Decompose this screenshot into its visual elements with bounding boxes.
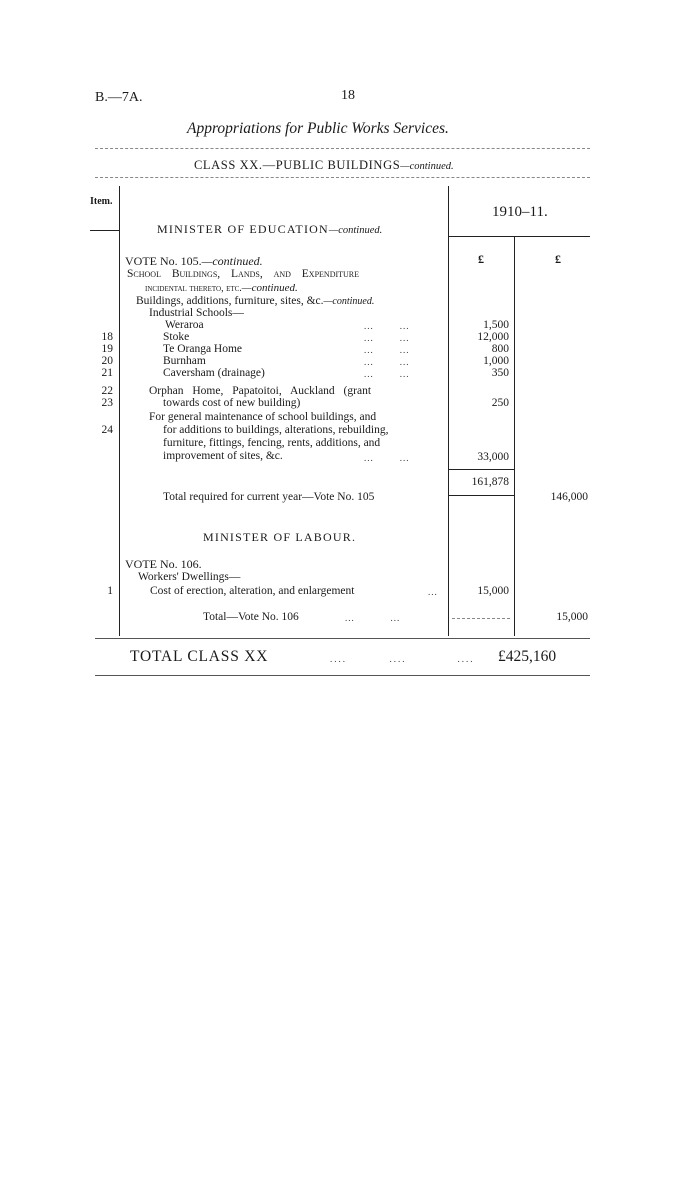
header-rule: [95, 148, 590, 149]
item-number: 18: [101, 331, 113, 343]
buildings-heading-suffix: —continued.: [323, 296, 375, 307]
vote-106-heading: VOTE No. 106.: [125, 557, 202, 571]
minister-education-heading-suffix: —continued.: [328, 225, 383, 236]
minister-education-heading: [157, 222, 382, 237]
vote-106-total-label: Total—Vote No. 106: [203, 611, 299, 623]
row-label: Stoke: [163, 331, 190, 343]
minister-education-heading-main: MINISTER OF EDUCATION: [157, 222, 329, 236]
class-total-bottom-rule: [95, 675, 590, 676]
orphan-home-line1: Orphan Home, Papatoitoi, Auckland (grant: [149, 385, 372, 397]
section-heading-line2-suffix: —continued.: [241, 282, 298, 294]
description-column-divider: [448, 186, 449, 636]
leader-dots: ... ...: [345, 613, 401, 623]
amount-unit-2: £: [555, 252, 561, 266]
page-number: 18: [341, 88, 355, 103]
vote-105-total-label: Total required for current year—Vote No. 105: [163, 491, 375, 503]
class-heading: [194, 158, 454, 173]
leader-dots: ... ...: [364, 453, 410, 463]
general-maintenance-line2: for additions to buildings, alterations, rebuilding,: [163, 424, 389, 436]
subtotal-bottom-rule: [448, 495, 514, 496]
class-total-amount: £425,160: [498, 648, 557, 665]
section-heading-line1: School Buildings, Lands, and Expenditure: [127, 268, 360, 280]
vote-106-total-amount: 15,000: [556, 611, 588, 623]
leader-dots: ... ...: [364, 345, 410, 355]
row-amount: 12,000: [477, 331, 509, 343]
item-number: 21: [101, 367, 113, 379]
industrial-schools-heading: Industrial Schools—: [149, 307, 244, 319]
row-label: Burnham: [163, 355, 206, 367]
section-heading-line2-main: incidental thereto, etc.: [145, 283, 242, 294]
item-column-divider: [119, 186, 120, 636]
leader-dots: ... ...: [364, 321, 410, 331]
item-number: 1: [107, 585, 113, 597]
item-number: 24: [101, 424, 113, 436]
subtotal-rule: [448, 469, 514, 470]
class-total-top-rule: [95, 638, 590, 639]
row-label: Caversham (drainage): [163, 367, 265, 379]
leader-dots: ... ...: [364, 333, 410, 343]
vote-105-label: VOTE No. 105.: [125, 254, 202, 268]
row-amount: 1,500: [483, 319, 509, 331]
document-reference: B.—7A.: [95, 90, 143, 105]
row-amount: 350: [491, 367, 509, 379]
general-maintenance-amount: 33,000: [477, 451, 509, 463]
section-heading-line2: [145, 282, 298, 294]
class-total-label: TOTAL CLASS XX: [130, 648, 269, 665]
page-title: Appropriations for Public Works Services.: [187, 120, 449, 137]
row-label: Weraroa: [165, 319, 204, 331]
amount-unit-1: £: [478, 252, 484, 266]
item-column-header: Item.: [90, 196, 113, 207]
class-heading-main: CLASS XX.—PUBLIC BUILDINGS: [194, 158, 401, 172]
buildings-heading-main: Buildings, additions, furniture, sites, &c.: [136, 295, 324, 307]
leader-dots: ... ...: [364, 357, 410, 367]
item-number: 22: [101, 385, 113, 397]
workers-dwellings-heading: Workers' Dwellings—: [138, 571, 241, 583]
vote-105-suffix: —continued.: [201, 254, 263, 268]
row-amount: 1,000: [483, 355, 509, 367]
item-header-rule: [90, 230, 119, 231]
orphan-home-line2: towards cost of new building): [163, 397, 301, 409]
workers-dwellings-row-amount: 15,000: [477, 585, 509, 597]
vote-106-total-rule: [452, 618, 510, 619]
amount-column-divider: [514, 236, 515, 636]
general-maintenance-line4: improvement of sites, &c.: [163, 450, 283, 462]
general-maintenance-line1: For general maintenance of school buildings, and: [149, 411, 377, 423]
vote-105-heading: [125, 254, 263, 269]
leader-dots: .... .... ....: [330, 654, 475, 664]
vote-105-subtotal: 161,878: [471, 476, 509, 488]
leader-dots: ... ...: [364, 369, 410, 379]
leader-dots: ...: [428, 587, 438, 597]
minister-labour-heading: MINISTER OF LABOUR.: [203, 530, 357, 544]
year-header-rule: [448, 236, 590, 237]
class-heading-rule: [95, 177, 590, 178]
item-number: 20: [101, 355, 113, 367]
vote-105-total-amount: 146,000: [550, 491, 588, 503]
workers-dwellings-row-label: Cost of erection, alteration, and enlargement: [150, 585, 355, 597]
class-heading-suffix: —continued.: [400, 161, 454, 172]
row-label: Te Oranga Home: [163, 343, 243, 355]
orphan-home-amount: 250: [491, 397, 509, 409]
general-maintenance-line3: furniture, fittings, fencing, rents, additions, and: [163, 437, 381, 449]
year-column-header: 1910–11.: [492, 204, 548, 220]
item-number: 19: [101, 343, 113, 355]
item-number: 23: [101, 397, 113, 409]
row-amount: 800: [491, 343, 509, 355]
